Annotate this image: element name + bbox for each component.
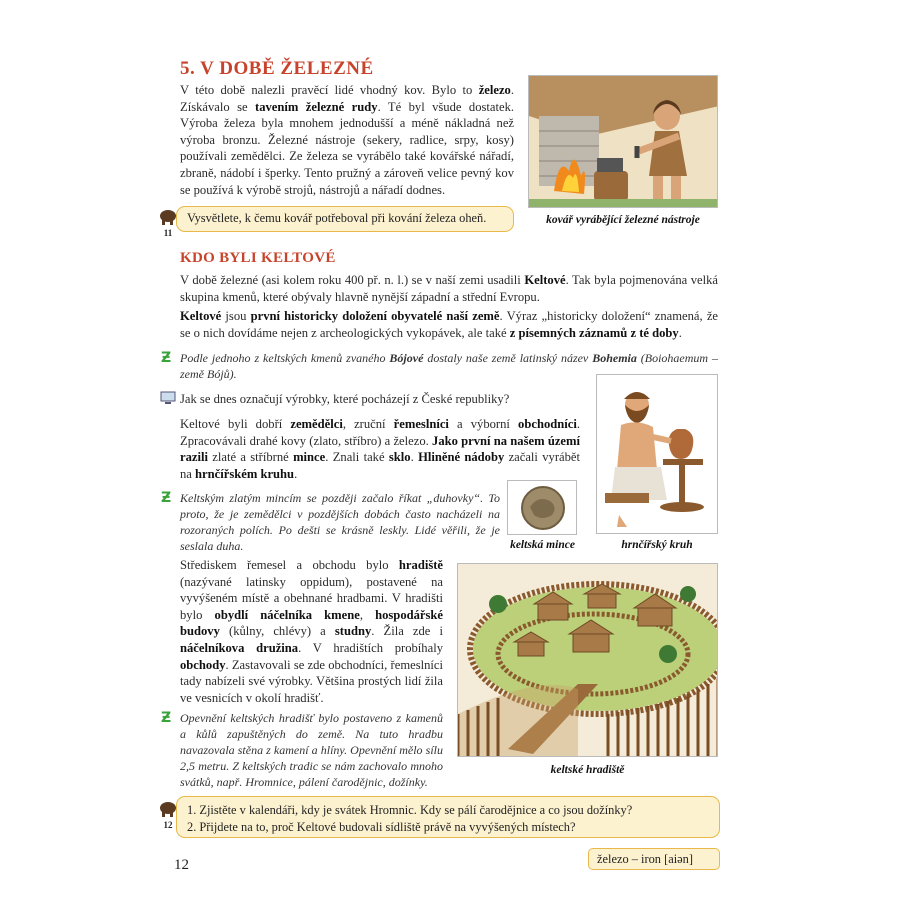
- zajimavost-icon-3: Ƶ: [161, 710, 172, 726]
- paragraph-celts-3: Keltové byli dobří zemědělci, zruční řemeslníci a výborní obchodníci. Zpracovávali drahé kovy (zlato, stříbro) a železo. Jako první na našem území razili zlaté a stříbrné mince. Znali také sklo. Hliněné nádoby začali vyrábět na hrnčířském kruhu.: [180, 417, 581, 481]
- caption-blacksmith: kovář vyrábějící železné nástroje: [546, 214, 700, 226]
- caption-hillfort: keltské hradiště: [550, 764, 625, 776]
- task-badge-11: 11: [158, 208, 178, 238]
- zajimavost-icon-2: Ƶ: [161, 490, 172, 506]
- coin-image: [507, 480, 577, 535]
- page-number: 12: [174, 857, 189, 873]
- section-title-celts: KDO BYLI KELTOVÉ: [180, 250, 336, 266]
- task-12-line-1: 1. Zjistěte v kalendáři, kdy je svátek Hromnic. Kdy se pálí čarodějnice a co jsou dožínky?: [187, 803, 633, 817]
- caption-potter: hrnčířský kruh: [621, 539, 693, 551]
- paragraph-celts-2: Keltové jsou první historicky doložení obyvatelé naší země. Výraz „historicky doložení“ znamená, že se o nich dovídáme nejen z archeologických vykopávek, ale také z písemných záznamů z té doby.: [180, 309, 718, 340]
- task-12-line-2: 2. Přijdete na to, proč Keltové budovali sídliště právě na vyvýšených místech?: [187, 820, 576, 834]
- vocabulary-box: železo – iron [aiən]: [588, 848, 720, 870]
- computer-icon: [160, 391, 176, 410]
- paragraph-iron: V této době nalezli pravěcí lidé vhodný kov. Bylo to železo. Získávalo se tavením železné rudy. Té byl všude dostatek. Výroba železa byla mnohem jednodušší a méně nákladná než výroba bronzu. Železné nástroje (sekery, radlice, srpy, kosy) používali zemědělci. Ze železa se vyrábělo také kovářské nářadí, zbraně, nádobí i šperky. Tento pružný a zároveň velice pevný kov se používá k výrobě strojů, nástrojů a nářadí dodnes.: [180, 83, 515, 197]
- question-czech-products: Jak se dnes označují výrobky, které pocházejí z České republiky?: [180, 392, 510, 406]
- mammoth-icon: [158, 208, 178, 226]
- section-title-iron-age: 5. V DOBĚ ŽELEZNÉ: [180, 58, 374, 79]
- task-box-12: [176, 796, 720, 838]
- caption-coin: keltská mince: [510, 539, 575, 551]
- hillfort-image: [457, 563, 718, 757]
- blacksmith-image: [528, 75, 718, 208]
- paragraph-hradiste: Střediskem řemesel a obchodu bylo hradiště (nazývané latinsky oppidum), postavené na vyvýšeném místě a obehnané hradbami. V hradišti bylo obydlí náčelníka kmene, hospodářské budovy (kůlny, chlévy) a studny. Žila zde i náčelníkova družina. V hradištích probíhaly obchody. Zastavovali se zde obchodníci, řemeslníci tady nabízeli své výrobky. Většina prostých lidí žila ve vesnicích v okolí hradišť.: [180, 558, 443, 705]
- potter-image: [596, 374, 718, 534]
- note-bohemia: Podle jednoho z keltských kmenů zvaného Bójové dostaly naše země latinský název Bohemia (Boiohaemum – země Bójů).: [180, 351, 719, 381]
- mammoth-icon: [158, 800, 178, 818]
- note-opevneni: Opevnění keltských hradišť bylo postaveno z kamenů a kůlů zapuštěných do země. Na tuto hradbu navazovala stěna z kamení a hlíny. Opevnění mělo sílu 2,5 metru. Z keltských tradic se nám zachovalo mnoho svátků, např. Hromnice, pálení čarodějnic, dožínky.: [180, 711, 443, 789]
- zajimavost-icon: Ƶ: [161, 350, 172, 366]
- note-duhovky: Keltským zlatým mincím se později začalo říkat „duhovky“. To proto, že je zemědělci v pozdějších dobách často nacházeli na rozoraných polích. Po dešti se krásně leskly. Lidé věřili, že je seslala duha.: [180, 491, 500, 553]
- paragraph-celts-1: V době železné (asi kolem roku 400 př. n. l.) se v naší zemi usadili Keltové. Tak byla pojmenována velká skupina kmenů, které obývaly hlavně nynější západní a střední Evropu.: [180, 273, 719, 304]
- task-badge-12: 12: [158, 800, 178, 830]
- task-box-11: Vysvětlete, k čemu kovář potřeboval při kování železa oheň.: [176, 206, 514, 232]
